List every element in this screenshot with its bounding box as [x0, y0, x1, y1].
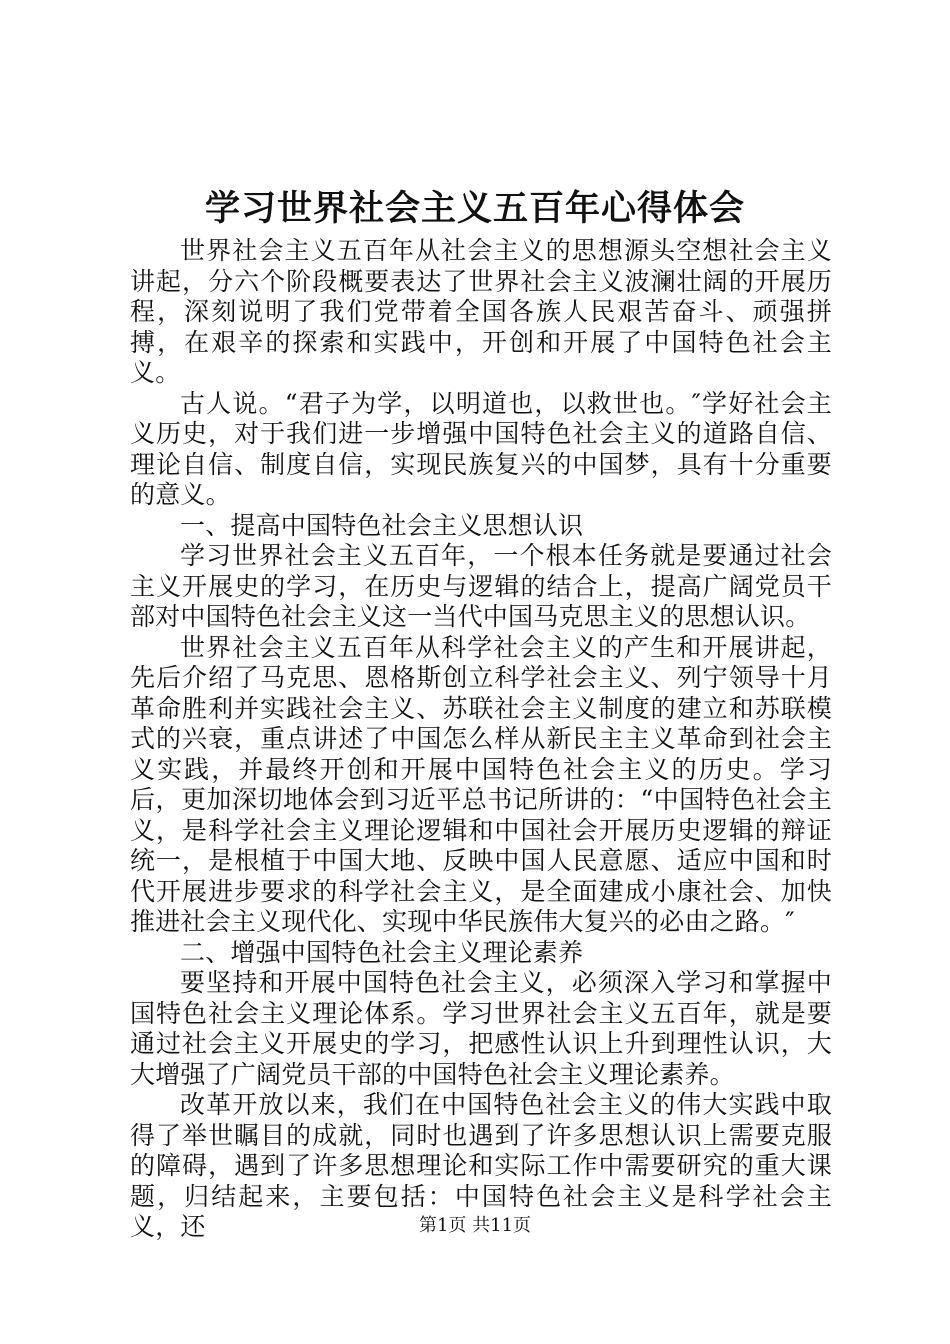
section-heading: 二、增强中国特色社会主义理论素养 [180, 937, 584, 967]
paragraph: 世界社会主义五百年从社会主义的思想源头空想社会主义讲起，分六个阶段概要表达了世界社会主义波澜壮阔的开展历程，深刻说明了我们党带着全国各族人民艰苦奋斗、顽强拼搏，在艰辛的探索和实践中，开创和开展了中国特色社会主义。 [130, 236, 832, 387]
document-body [130, 236, 832, 1243]
paragraph: 古人说。“君子为学，以明道也，以救世也。″学好社会主义历史，对于我们进一步增强中国特色社会主义的道路自信、理论自信、制度自信，实现民族复兴的中国梦，具有十分重要的意义。 [130, 388, 832, 509]
paragraph: 要坚持和开展中国特色社会主义，必须深入学习和掌握中国特色社会主义理论体系。学习世界社会主义五百年，就是要通过社会主义开展史的学习，把感性认识上升到理性认识，大大增强了广阔党员干部的中国特色社会主义理论素养。 [130, 968, 832, 1089]
paragraph: 改革开放以来，我们在中国特色社会主义的伟大实践中取得了举世瞩目的成就，同时也遇到了许多思想认识上需要克服的障碍，遇到了许多思想理论和实际工作中需要研究的重大课题，归结起来，主要包括：中国特色社会主义是科学社会主义，还 [130, 1090, 832, 1241]
document-title: 学习世界社会主义五百年心得体会 [204, 188, 745, 229]
paragraph: 世界社会主义五百年从科学社会主义的产生和开展讲起，先后介绍了马克思、恩格斯创立科学社会主义、列宁领导十月革命胜利并实践社会主义、苏联社会主义制度的建立和苏联模式的兴衰，重点讲述了中国怎么样从新民主主义革命到社会主义实践，并最终开创和开展中国特色社会主义的历史。学习后，更加深切地体会到习近平总书记所讲的：“中国特色社会主义，是科学社会主义理论逻辑和中国社会开展历史逻辑的辩证统一，是根植于中国大地、反映中国人民意愿、适应中国和时代开展进步要求的科学社会主义，是全面建成小康社会、加快推进社会主义现代化、实现中华民族伟大复兴的必由之路。″ [130, 632, 832, 936]
section-heading: 一、提高中国特色社会主义思想认识 [180, 510, 584, 540]
page-number-footer: 第1页 共11页 [418, 1215, 532, 1236]
paragraph: 学习世界社会主义五百年，一个根本任务就是要通过社会主义开展史的学习，在历史与逻辑的结合上，提高广阔党员干部对中国特色社会主义这一当代中国马克思主义的思想认识。 [130, 541, 832, 631]
